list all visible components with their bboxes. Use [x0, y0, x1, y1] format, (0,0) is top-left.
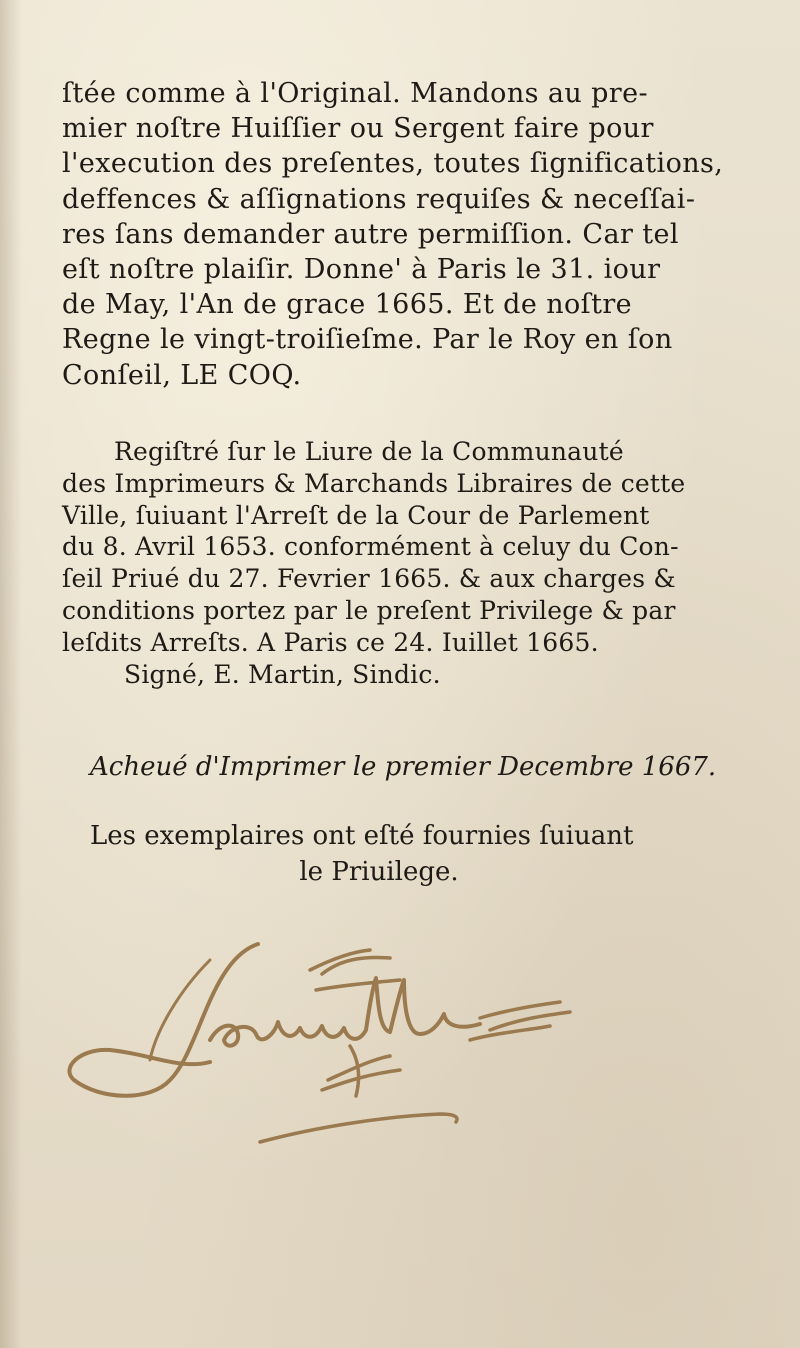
signature-flourish	[470, 1002, 570, 1040]
completion-note: Acheué d'Imprimer le premier Decembre 1667.	[90, 752, 717, 782]
registration-line: conditions portez par le preſent Privilege & par	[62, 595, 676, 625]
registration-signed: Signé, E. Martin, Sindic.	[124, 659, 441, 689]
privilege-paragraph	[62, 76, 724, 393]
privilege-line: eſt noſtre plaiſir. Donne' à Paris le 31. iour	[62, 254, 661, 286]
signature-flourish	[310, 950, 400, 990]
signature-underline	[260, 1114, 457, 1142]
registration-line: Ville, ſuiuant l'Arreſt de la Cour de Parlement	[62, 500, 650, 530]
privilege-line: de May, l'An de grace 1665. Et de noſtre	[62, 289, 633, 321]
signature-initial-loop	[150, 960, 210, 1060]
signature-word	[210, 978, 480, 1046]
registration-line: des Imprimeurs & Marchands Libraires de cette	[62, 468, 686, 498]
privilege-line: deffences & aſſignations requiſes & neceſſai-	[62, 183, 696, 215]
registration-line: leſdits Arreſts. A Paris ce 24. Iuillet 1665.	[62, 627, 599, 657]
privilege-line: Regne le vingt-troiſieſme. Par le Roy en ſon	[62, 324, 673, 356]
registration-line: ſeil Priué du 27. Fevrier 1665. & aux charges &	[62, 564, 676, 594]
copies-note	[90, 818, 690, 890]
copies-note-line: le Priuilege.	[299, 857, 459, 887]
privilege-line: Conſeil, LE COQ.	[62, 359, 302, 391]
signature-flourish	[322, 1046, 400, 1096]
registration-line: Regiſtré ſur le Liure de la Communauté	[114, 437, 624, 466]
registration-paragraph	[62, 436, 712, 690]
registration-line: du 8. Avril 1653. conformément à celuy du Con-	[62, 532, 679, 562]
privilege-line: ſtée comme à l'Original. Mandons au pre-	[62, 78, 649, 109]
page-edge-shadow	[0, 0, 22, 1348]
handwritten-signature	[60, 930, 620, 1160]
privilege-line: res ſans demander autre permiſſion. Car tel	[62, 218, 679, 250]
copies-note-line: Les exemplaires ont eſté fournies ſuiuant	[90, 821, 634, 851]
privilege-line: l'execution des preſentes, toutes ſignifications,	[62, 148, 724, 180]
privilege-line: mier noſtre Huiſſier ou Sergent faire pour	[62, 113, 654, 145]
